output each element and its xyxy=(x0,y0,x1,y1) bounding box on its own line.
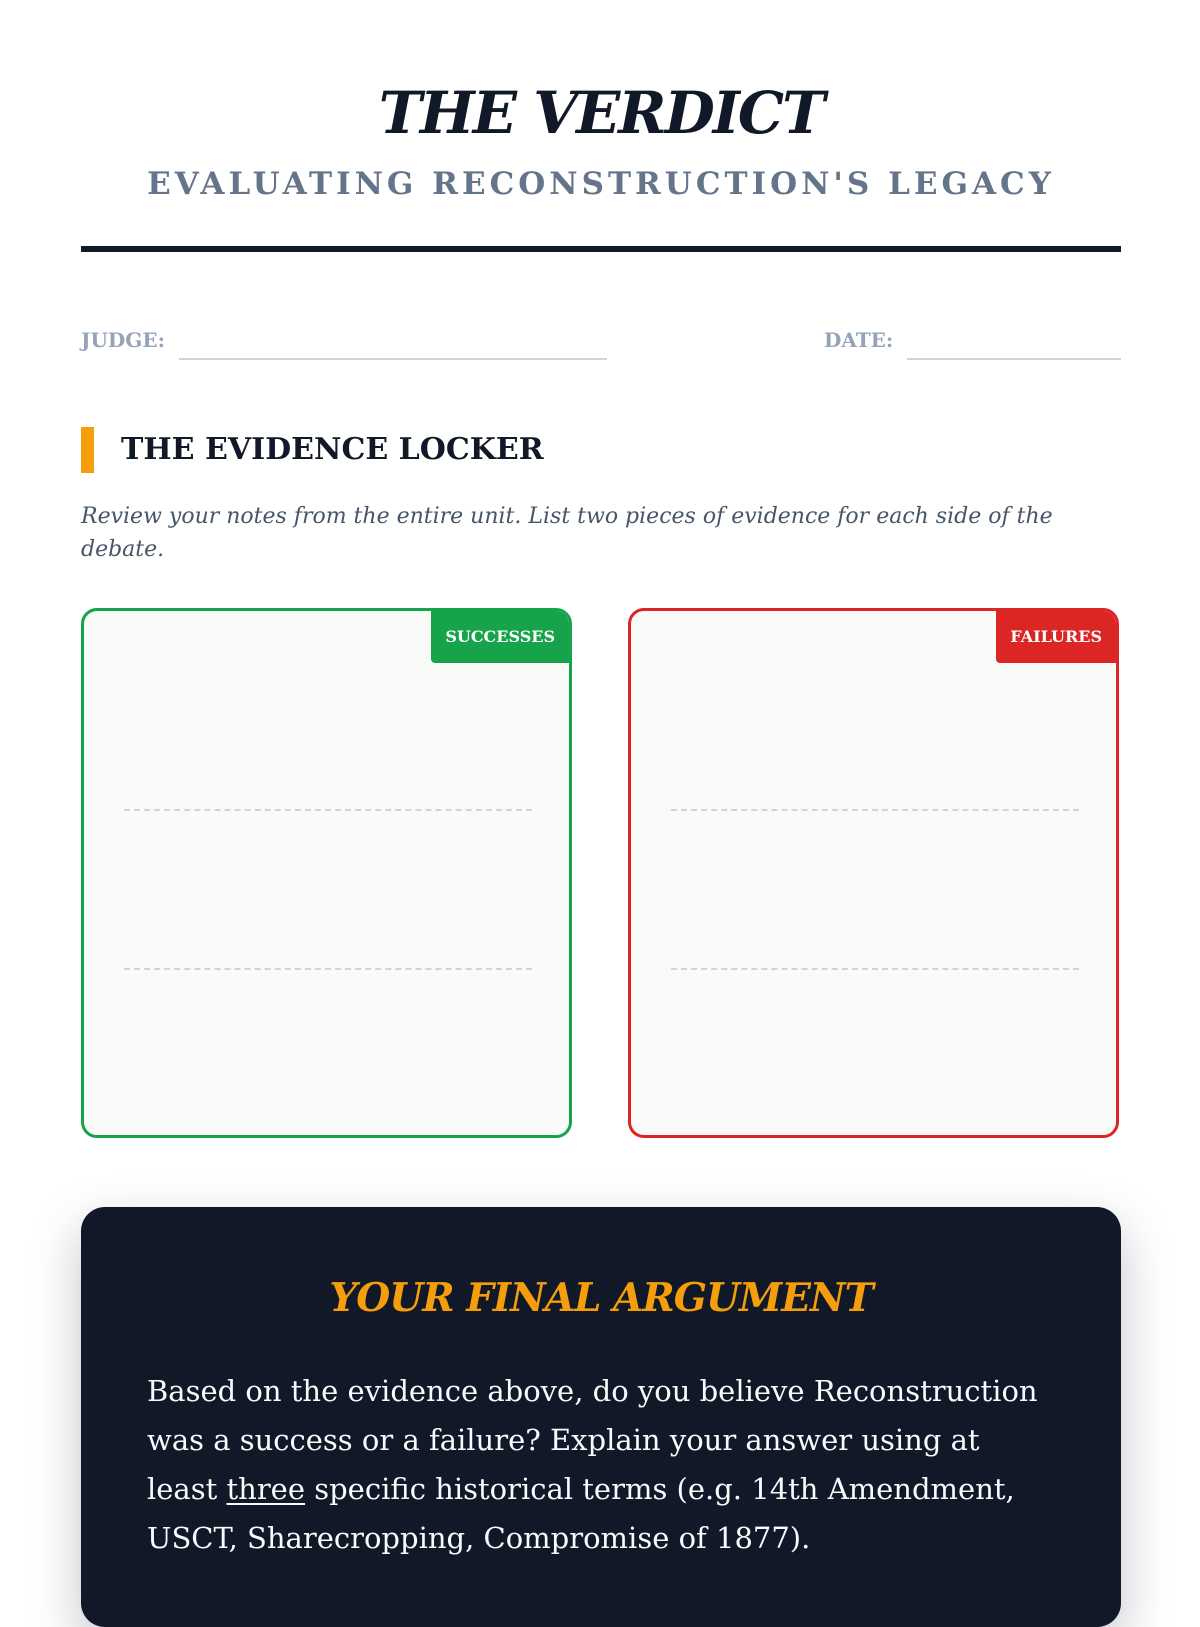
title-divider xyxy=(81,246,1121,252)
final-argument-title: YOUR FINAL ARGUMENT xyxy=(329,1275,873,1321)
successes-tag: SUCCESSES xyxy=(431,611,569,663)
prompt-text-start: Based on the evidence above, do you believe Reconstruction was a success or a failure? Explain your answer using at least xyxy=(147,1374,1038,1506)
final-argument-panel xyxy=(81,1207,1121,1627)
section-accent-bar xyxy=(81,427,94,473)
failures-box[interactable] xyxy=(628,608,1119,1138)
failures-tag: FAILURES xyxy=(996,611,1116,663)
judge-label: JUDGE: xyxy=(81,328,165,352)
date-field[interactable] xyxy=(907,358,1121,360)
judge-field[interactable] xyxy=(179,358,607,360)
successes-entry-2-line[interactable] xyxy=(124,968,532,970)
evidence-instructions: Review your notes from the entire unit. List two pieces of evidence for each side of the debate. xyxy=(81,504,1053,562)
worksheet-page xyxy=(81,0,1121,1600)
failures-entry-1-line[interactable] xyxy=(671,809,1079,811)
final-argument-prompt xyxy=(147,1367,1047,1563)
prompt-text-end: specific historical terms (e.g. 14th Amendment, USCT, Sharecropping, Compromise of 1877). xyxy=(147,1472,1015,1555)
evidence-section-title: THE EVIDENCE LOCKER xyxy=(121,432,544,467)
page-title: THE VERDICT xyxy=(378,79,824,147)
failures-entry-2-line[interactable] xyxy=(671,968,1079,970)
successes-box[interactable] xyxy=(81,608,572,1138)
prompt-emphasis: three xyxy=(226,1472,306,1506)
page-subtitle: EVALUATING RECONSTRUCTION'S LEGACY xyxy=(147,166,1055,202)
successes-entry-1-line[interactable] xyxy=(124,809,532,811)
date-label: DATE: xyxy=(824,328,894,352)
